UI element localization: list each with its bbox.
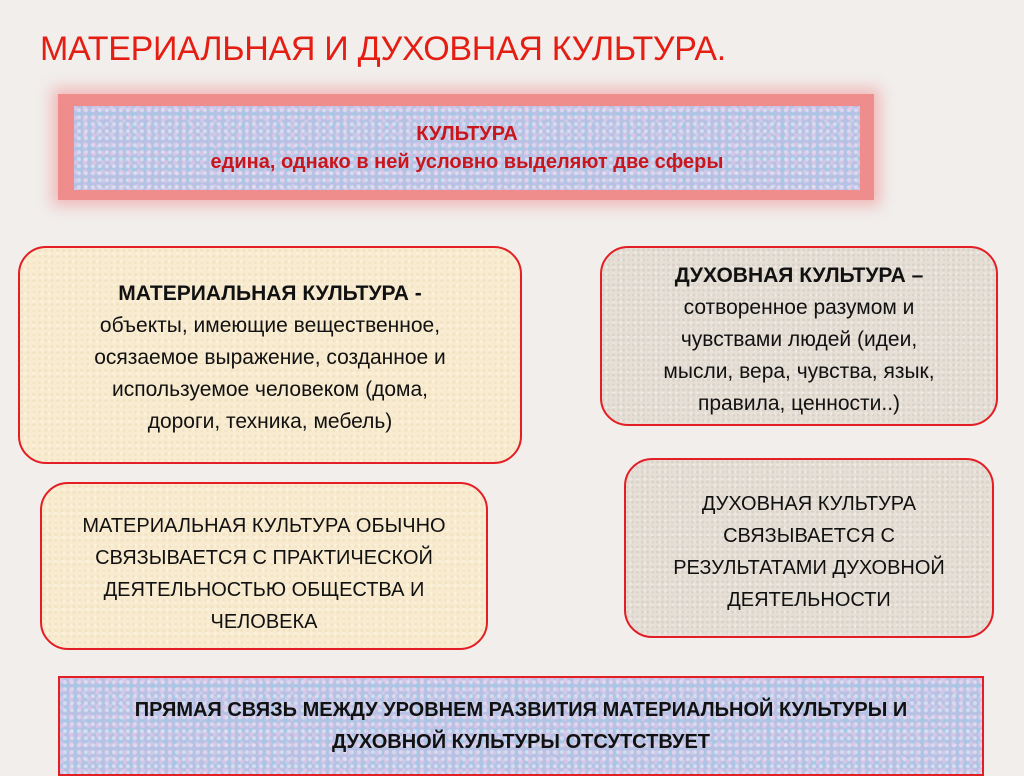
- material-definition-line: объекты, имеющие вещественное,: [99, 314, 441, 337]
- spiritual-definition-line: чувствами людей (идеи,: [680, 328, 918, 351]
- material-note-line: ЧЕЛОВЕКА: [210, 611, 318, 633]
- spiritual-culture-definition-box: [600, 246, 998, 426]
- material-note-line: МАТЕРИАЛЬНАЯ КУЛЬТУРА ОБЫЧНО: [82, 515, 446, 537]
- conclusion-line: ПРЯМАЯ СВЯЗЬ МЕЖДУ УРОВНЕМ РАЗВИТИЯ МАТЕРИАЛЬНОЙ КУЛЬТУРЫ И: [134, 699, 908, 721]
- conclusion-box: [58, 676, 984, 776]
- spiritual-definition-line: сотворенное разумом и: [683, 296, 915, 319]
- material-definition-line: используемое человеком (дома,: [112, 378, 428, 401]
- banner-subtitle: едина, однако в ней условно выделяют две сферы: [210, 151, 724, 173]
- spiritual-definition-line: мысли, вера, чувства, язык,: [663, 360, 935, 383]
- material-note-line: СВЯЗЫВАЕТСЯ С ПРАКТИЧЕСКОЙ: [95, 547, 433, 569]
- culture-banner: [74, 106, 860, 190]
- material-definition-line: дороги, техника, мебель): [147, 410, 393, 433]
- spiritual-note-line: СВЯЗЫВАЕТСЯ С: [723, 525, 895, 547]
- spiritual-definition-line: правила, ценности..): [697, 392, 901, 415]
- conclusion-line: ДУХОВНОЙ КУЛЬТУРЫ ОТСУТСТВУЕТ: [331, 731, 711, 753]
- slide-title: МАТЕРИАЛЬНАЯ И ДУХОВНАЯ КУЛЬТУРА.: [40, 30, 726, 68]
- spiritual-culture-heading: ДУХОВНАЯ КУЛЬТУРА –: [674, 264, 924, 287]
- banner-heading: КУЛЬТУРА: [416, 123, 518, 145]
- material-culture-note-box: [40, 482, 488, 650]
- spiritual-culture-note-box: [624, 458, 994, 638]
- material-definition-line: осязаемое выражение, созданное и: [94, 346, 446, 369]
- spiritual-note-line: ДУХОВНАЯ КУЛЬТУРА: [701, 493, 917, 515]
- spiritual-note-line: ДЕЯТЕЛЬНОСТИ: [727, 589, 891, 611]
- material-culture-heading: МАТЕРИАЛЬНАЯ КУЛЬТУРА -: [118, 282, 422, 305]
- material-note-line: ДЕЯТЕЛЬНОСТЬЮ ОБЩЕСТВА И: [103, 579, 425, 601]
- spiritual-note-line: РЕЗУЛЬТАТАМИ ДУХОВНОЙ: [673, 557, 945, 579]
- material-culture-definition-box: [18, 246, 522, 464]
